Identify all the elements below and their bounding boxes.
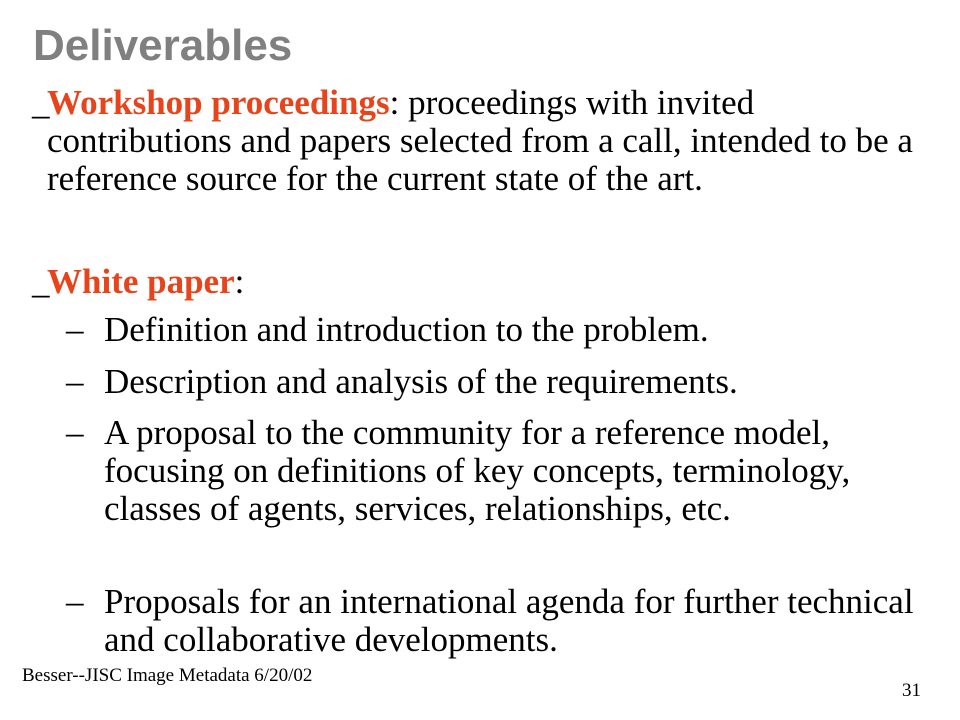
- dash-marker: –: [66, 582, 84, 621]
- bullet-marker: _: [32, 83, 50, 122]
- sub-bullet-text: Description and analysis of the requirements.: [104, 362, 738, 401]
- sub-bullet-text: Proposals for an international agenda for further technical and collaborative developments.: [104, 582, 914, 659]
- dash-marker: –: [66, 413, 84, 452]
- footer-text: Besser--JISC Image Metadata 6/20/02: [22, 665, 313, 686]
- sub-bullet-agenda: [66, 583, 946, 659]
- sub-bullet-text: Definition and introduction to the problem.: [104, 310, 709, 349]
- page-number: 31: [902, 680, 921, 701]
- bullet-body: [47, 84, 932, 198]
- bullet-text: : proceedings with invited contributions and papers selected from a call, intended to be a reference source for the current state of the art.: [47, 83, 913, 198]
- highlight-label: White paper: [47, 262, 235, 301]
- bullet-white-paper: [32, 263, 932, 301]
- bullet-body: [47, 263, 932, 301]
- bullet-marker: _: [32, 262, 50, 301]
- sub-bullet-text: A proposal to the community for a reference model, focusing on definitions of key concepts, terminology, classes of agents, services, relationships, etc.: [104, 413, 851, 528]
- sub-bullet-description: [66, 363, 946, 401]
- dash-marker: –: [66, 310, 84, 349]
- sub-bullet-proposal: [66, 414, 946, 528]
- sub-bullet-definition: [66, 311, 946, 349]
- dash-marker: –: [66, 362, 84, 401]
- bullet-workshop-proceedings: [32, 84, 932, 198]
- slide-title: Deliverables: [33, 21, 293, 70]
- bullet-text: :: [234, 262, 245, 301]
- highlight-label: Workshop proceedings: [47, 83, 390, 122]
